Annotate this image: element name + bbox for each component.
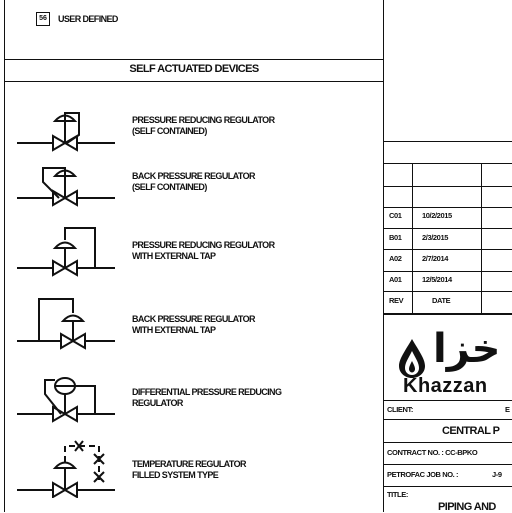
drawing-title: PIPING AND [438, 501, 496, 513]
back-pressure-regulator-external-tap-icon [15, 293, 120, 353]
pressure-reducing-regulator-external-tap-icon [15, 222, 120, 282]
device-label-6: TEMPERATURE REGULATOR [132, 459, 246, 469]
device-sublabel-5: REGULATOR [132, 398, 183, 408]
device-sublabel-4: WITH EXTERNAL TAP [132, 325, 216, 335]
device-label-2: BACK PRESSURE REGULATOR [132, 171, 255, 181]
pressure-reducing-regulator-self-contained-icon [15, 105, 120, 155]
rev-code: A01 [389, 275, 402, 284]
contract-number: CONTRACT NO. : CC-BPKO [387, 448, 478, 457]
rev-code: C01 [389, 211, 402, 220]
section-title: SELF ACTUATED DEVICES [129, 63, 259, 75]
device-label-1: PRESSURE REDUCING REGULATOR [132, 115, 275, 125]
back-pressure-regulator-self-contained-icon [15, 160, 120, 210]
rev-date: 2/7/2014 [422, 254, 448, 263]
device-sublabel-3: WITH EXTERNAL TAP [132, 251, 216, 261]
project-name: CENTRAL P [442, 425, 500, 437]
rev-header: REV [389, 296, 404, 305]
differential-pressure-regulator-icon [15, 368, 120, 428]
device-label-5: DIFFERENTIAL PRESSURE REDUCING [132, 387, 282, 397]
user-defined-box: 56 [36, 12, 50, 26]
rev-code: A02 [389, 254, 402, 263]
logo-arabic: خزا [433, 326, 501, 372]
title-label: TITLE: [387, 490, 408, 499]
client-value: E [505, 405, 510, 414]
job-number-value: J-9 [492, 470, 502, 479]
temperature-regulator-icon [15, 438, 120, 498]
device-label-3: PRESSURE REDUCING REGULATOR [132, 240, 275, 250]
device-sublabel-1: (SELF CONTAINED) [132, 126, 207, 136]
rev-date: 12/5/2014 [422, 275, 452, 284]
flame-drop-icon [397, 337, 427, 379]
client-label: CLIENT: [387, 405, 413, 414]
date-header: DATE [432, 296, 451, 305]
device-sublabel-6: FILLED SYSTEM TYPE [132, 470, 219, 480]
rev-date: 2/3/2015 [422, 233, 448, 242]
logo [383, 315, 512, 400]
device-sublabel-2: (SELF CONTAINED) [132, 182, 207, 192]
device-label-4: BACK PRESSURE REGULATOR [132, 314, 255, 324]
rev-code: B01 [389, 233, 402, 242]
job-number-label: PETROFAC JOB NO. : [387, 470, 459, 479]
rev-date: 10/2/2015 [422, 211, 452, 220]
user-defined-label: USER DEFINED [58, 14, 118, 24]
logo-wordmark: Khazzan [403, 375, 488, 397]
